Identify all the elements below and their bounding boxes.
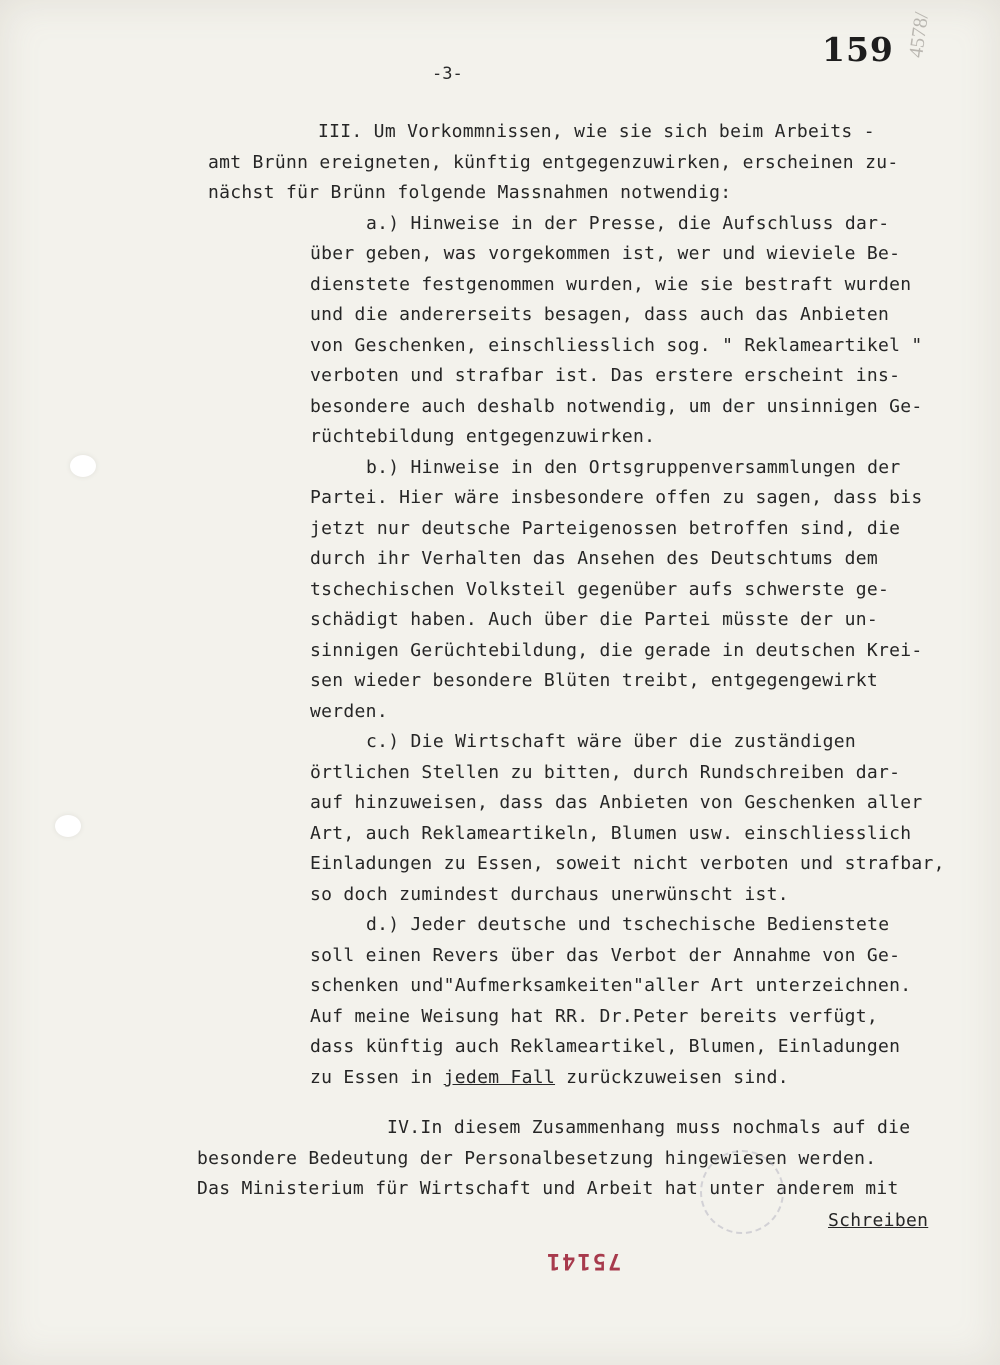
text-line: Das Ministerium für Wirtschaft und Arbeit hat unter anderem mit [197, 1178, 899, 1199]
text-segment: zu Essen in [310, 1067, 444, 1088]
text-line: schädigt haben. Auch über die Partei müsste der un- [310, 609, 878, 630]
text-line [310, 1067, 789, 1089]
text-line: besondere Bedeutung der Personalbesetzung hingewiesen werden. [197, 1148, 877, 1169]
text-line: auf hinzuweisen, dass das Anbieten von Geschenken aller [310, 792, 923, 813]
text-line: und die andererseits besagen, dass auch das Anbieten [310, 304, 890, 325]
text-line: besondere auch deshalb notwendig, um der unsinnigen Ge- [310, 396, 923, 417]
text-line: Partei. Hier wäre insbesondere offen zu sagen, dass bis [310, 487, 923, 508]
text-line: Auf meine Weisung hat RR. Dr.Peter bereits verfügt, [310, 1006, 878, 1027]
text-line: dienstete festgenommen wurden, wie sie bestraft wurden [310, 274, 912, 295]
punch-hole [55, 815, 81, 837]
text-line: sinnigen Gerüchtebildung, die gerade in deutschen Krei- [310, 640, 923, 661]
text-line: örtlichen Stellen zu bitten, durch Rundschreiben dar- [310, 762, 901, 783]
text-line: von Geschenken, einschliesslich sog. " Reklameartikel " [310, 335, 923, 356]
text-segment: zurückzuweisen sind. [555, 1067, 789, 1088]
text-line: rüchtebildung entgegenzuwirken. [310, 426, 656, 447]
page-number: -3- [432, 64, 463, 84]
text-line: d.) Jeder deutsche und tschechische Bedienstete [366, 914, 890, 935]
folio-number: 159 [822, 30, 894, 69]
text-line: Einladungen zu Essen, soweit nicht verboten und strafbar, [310, 853, 945, 874]
punch-hole [70, 455, 96, 477]
text-line: so doch zumindest durchaus unerwünscht ist. [310, 884, 789, 905]
text-line: amt Brünn ereigneten, künftig entgegenzuwirken, erscheinen zu- [208, 152, 899, 173]
text-line: schenken und"Aufmerksamkeiten"aller Art unterzeichnen. [310, 975, 912, 996]
text-line: b.) Hinweise in den Ortsgruppenversammlungen der [366, 457, 901, 478]
text-line: c.) Die Wirtschaft wäre über die zuständigen [366, 731, 857, 752]
pencil-note: 4578/ [905, 10, 934, 60]
text-line: werden. [310, 701, 388, 722]
text-line: sen wieder besondere Blüten treibt, entgegengewirkt [310, 670, 878, 691]
text-line: jetzt nur deutsche Parteigenossen betroffen sind, die [310, 518, 901, 539]
text-line: a.) Hinweise in der Presse, die Aufschluss dar- [366, 213, 890, 234]
text-line: dass künftig auch Reklameartikel, Blumen, Einladungen [310, 1036, 901, 1057]
text-line: über geben, was vorgekommen ist, wer und wieviele Be- [310, 243, 901, 264]
catchword: Schreiben [828, 1210, 929, 1231]
stamp-number: 75141 [545, 1248, 622, 1273]
text-line: tschechischen Volksteil gegenüber aufs schwerste ge- [310, 579, 890, 600]
text-line: III. Um Vorkommnissen, wie sie sich beim Arbeits - [318, 121, 875, 142]
underlined-text: jedem Fall [443, 1067, 556, 1088]
text-line: nächst für Brünn folgende Massnahmen notwendig: [208, 182, 732, 203]
text-line: soll einen Revers über das Verbot der Annahme von Ge- [310, 945, 901, 966]
text-line: durch ihr Verhalten das Ansehen des Deutschtums dem [310, 548, 878, 569]
text-line: Art, auch Reklameartikeln, Blumen usw. einschliesslich [310, 823, 912, 844]
text-line: verboten und strafbar ist. Das erstere erscheint ins- [310, 365, 901, 386]
text-line: IV.In diesem Zusammenhang muss nochmals auf die [387, 1117, 911, 1138]
archive-stamp [700, 1150, 784, 1234]
